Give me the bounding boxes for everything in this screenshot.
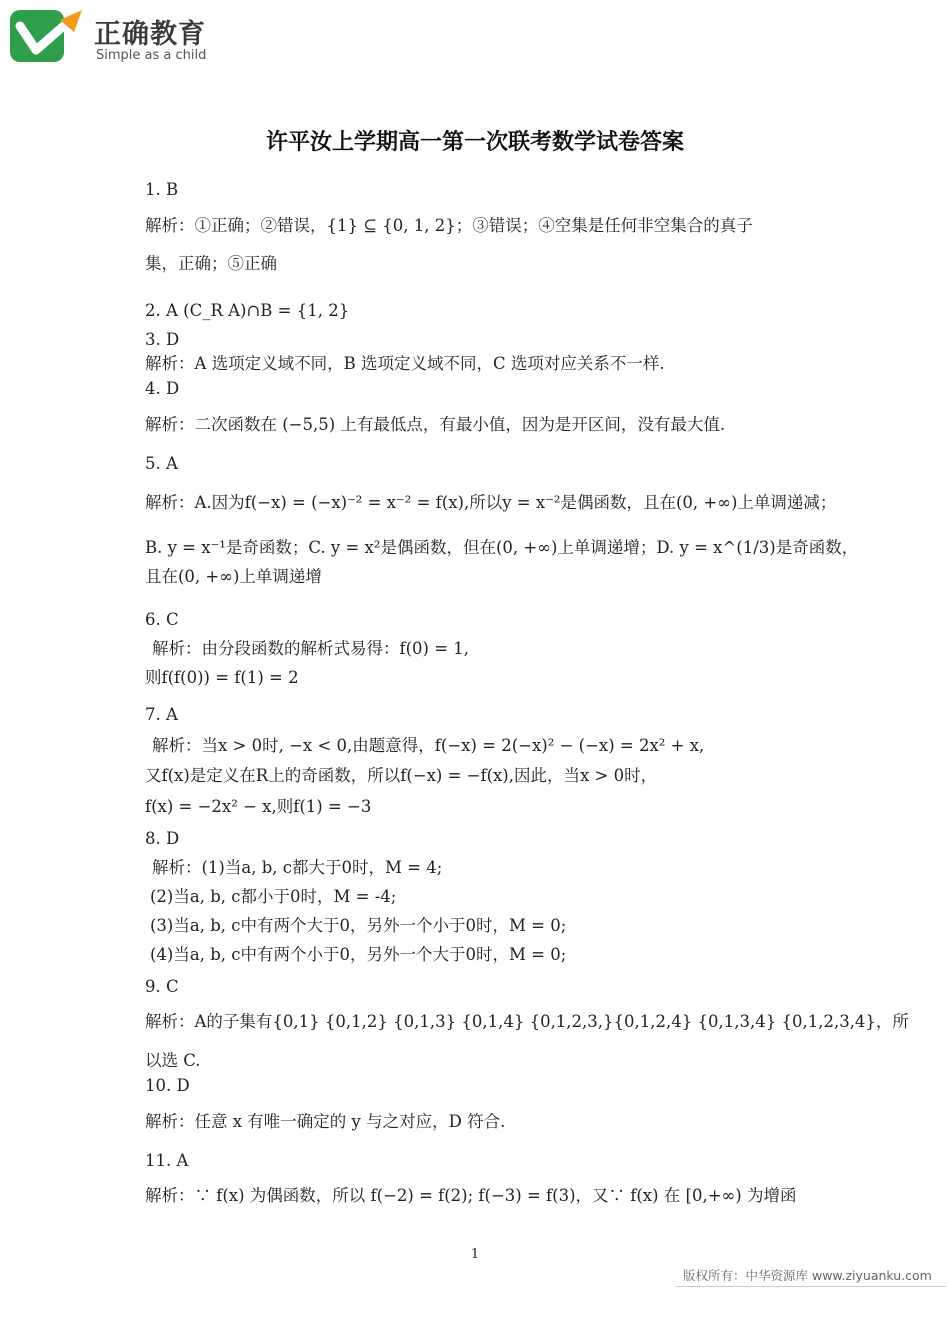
answer-5-explanation-end: 且在(0, +∞)上单调递增 bbox=[145, 567, 322, 586]
answer-11-explanation: 解析：∵ f(x) 为偶函数，所以 f(−2) = f(2); f(−3) = f(3)，又∵ f(x) 在 [0,+∞) 为增函 bbox=[145, 1186, 797, 1205]
answer-5-label: 5. A bbox=[145, 454, 178, 473]
answer-7-explanation-cont: 又f(x)是定义在R上的奇函数，所以f(−x) = −f(x),因此，当x > 0时， bbox=[145, 766, 658, 785]
answer-4-label: 4. D bbox=[145, 379, 180, 398]
answer-6-explanation: 解析：由分段函数的解析式易得：f(0) = 1, bbox=[152, 639, 470, 658]
logo-slogan: Simple as a child bbox=[96, 48, 207, 63]
answer-7-explanation: 解析：当x > 0时, −x < 0,由题意得，f(−x) = 2(−x)² − (−x) = 2x² + x, bbox=[152, 736, 705, 755]
answer-10-explanation: 解析：任意 x 有唯一确定的 y 与之对应，D 符合. bbox=[145, 1112, 506, 1131]
answer-7-label: 7. A bbox=[145, 705, 178, 724]
checkmark-logo-icon bbox=[8, 6, 90, 66]
watermark-divider bbox=[676, 1286, 946, 1287]
answer-6-explanation-cont: 则f(f(0)) = f(1) = 2 bbox=[145, 668, 299, 687]
answer-1-explanation-cont: 集，正确；⑤正确 bbox=[145, 254, 277, 273]
answer-11-label: 11. A bbox=[145, 1151, 189, 1170]
answer-8-case-3: (3)当a, b, c中有两个大于0，另外一个小于0时，M = 0; bbox=[150, 916, 567, 935]
answer-3-explanation: 解析：A 选项定义域不同，B 选项定义域不同，C 选项对应关系不一样. bbox=[145, 354, 665, 373]
answer-5-explanation-cont: B. y = x⁻¹是奇函数；C. y = x²是偶函数，但在(0, +∞)上单调递增；D. y = x^(1/3)是奇函数， bbox=[145, 538, 859, 557]
page-number: 1 bbox=[470, 1247, 480, 1262]
answer-4-explanation: 解析：二次函数在 (−5,5) 上有最低点，有最小值，因为是开区间，没有最大值. bbox=[145, 415, 726, 434]
page-title: 许平汝上学期高一第一次联考数学试卷答案 bbox=[265, 130, 684, 155]
answer-1-explanation: 解析：①正确；②错误，{1} ⊆ {0, 1, 2}；③错误；④空集是任何非空集合的真子 bbox=[145, 216, 753, 235]
answer-8-case-1: 解析：(1)当a, b, c都大于0时，M = 4; bbox=[152, 858, 443, 877]
answer-9-label: 9. C bbox=[145, 977, 179, 996]
answer-7-explanation-end: f(x) = −2x² − x,则f(1) = −3 bbox=[145, 797, 372, 816]
answer-3-label: 3. D bbox=[145, 330, 180, 349]
answer-9-explanation-cont: 以选 C. bbox=[145, 1051, 201, 1070]
answer-8-case-2: (2)当a, b, c都小于0时，M = -4; bbox=[150, 887, 397, 906]
answer-9-explanation: 解析：A的子集有{0,1} {0,1,2} {0,1,3} {0,1,4} {0,1,2,3,}{0,1,2,4} {0,1,3,4} {0,1,2,3,4}，所 bbox=[145, 1012, 909, 1031]
answer-8-case-4: (4)当a, b, c中有两个小于0，另外一个大于0时，M = 0; bbox=[150, 945, 567, 964]
answer-10-label: 10. D bbox=[145, 1076, 190, 1095]
answer-1-label: 1. B bbox=[145, 180, 179, 199]
answer-8-label: 8. D bbox=[145, 829, 180, 848]
brand-logo bbox=[8, 6, 223, 66]
answer-6-label: 6. C bbox=[145, 610, 179, 629]
logo-name: 正确教育 bbox=[94, 19, 206, 50]
answer-2-line: 2. A (C_R A)∩B = {1, 2} bbox=[145, 301, 350, 320]
copyright-watermark: 版权所有：中华资源库 www.ziyuanku.com bbox=[683, 1268, 932, 1283]
answer-5-explanation: 解析：A.因为f(−x) = (−x)⁻² = x⁻² = f(x),所以y = x⁻²是偶函数，且在(0, +∞)上单调递减； bbox=[145, 493, 837, 512]
